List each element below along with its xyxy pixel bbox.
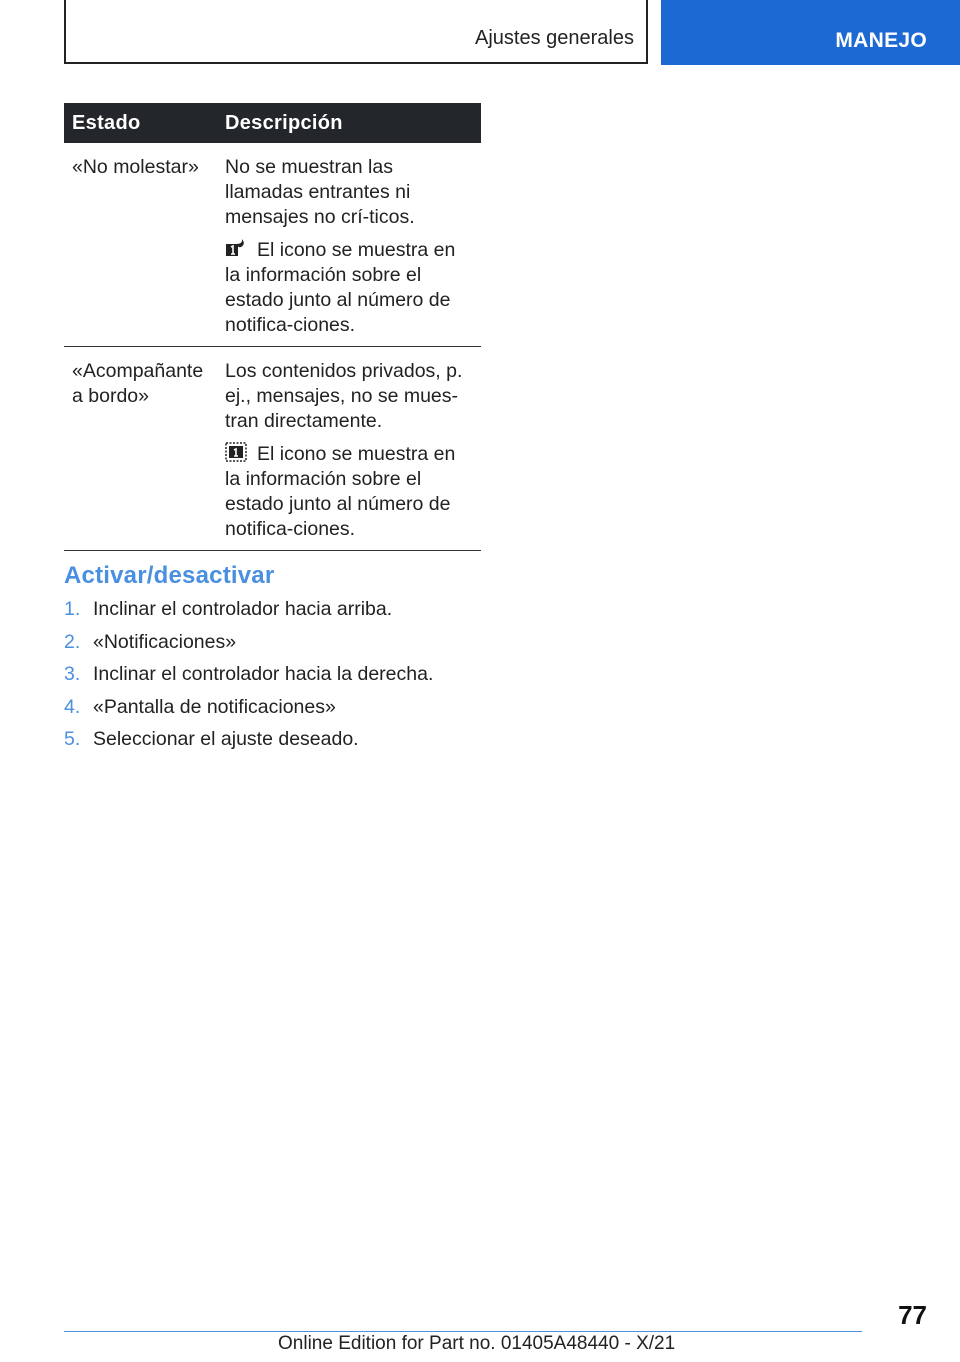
step-text: «Notificaciones» xyxy=(93,630,237,653)
icon-note-text: El icono se muestra en la información sobre el estado junto al número de notifica-ciones. xyxy=(225,239,456,336)
description-cell xyxy=(217,143,481,347)
description-text: Los contenidos privados, p. ej., mensajes, no se mues-tran directamente. xyxy=(225,360,463,432)
step-number: 5. xyxy=(64,728,81,750)
icon-note xyxy=(225,238,473,338)
status-table xyxy=(64,103,481,551)
table-header-row xyxy=(64,103,481,143)
icon-note-text: El icono se muestra en la información sobre el estado junto al número de notifica-ciones. xyxy=(225,443,456,540)
page-header xyxy=(0,0,960,66)
footer-divider xyxy=(64,1331,862,1332)
description-cell xyxy=(217,347,481,551)
step-text: Inclinar el controlador hacia la derecha. xyxy=(93,663,434,685)
step-text: Inclinar el controlador hacia arriba. xyxy=(93,598,393,620)
step-number: 1. xyxy=(64,598,81,620)
step-text: Seleccionar el ajuste deseado. xyxy=(93,728,359,750)
edition-text: Online Edition for Part no. 01405A48440 - X/21 xyxy=(278,1333,676,1354)
description-text: No se muestran las llamadas entrantes ni mensajes no crí-ticos. xyxy=(225,156,415,228)
state-cell: «Acompañante a bordo» xyxy=(64,347,217,551)
page-number: 77 xyxy=(898,1300,927,1330)
column-header-description: Descripción xyxy=(217,103,481,143)
table-row xyxy=(64,143,481,347)
column-header-state: Estado xyxy=(64,103,217,143)
step-text: «Pantalla de notificaciones» xyxy=(93,695,336,718)
section-title: Ajustes generales xyxy=(475,27,634,49)
step-number: 3. xyxy=(64,663,81,685)
header-section-box xyxy=(64,0,648,64)
passenger-on-board-icon xyxy=(225,442,247,462)
step-number: 2. xyxy=(64,630,81,653)
icon-note xyxy=(225,442,473,542)
section-heading: Activar/desactivar xyxy=(64,562,275,589)
state-cell: «No molestar» xyxy=(64,143,217,347)
step-number: 4. xyxy=(64,695,81,718)
chapter-title: MANEJO xyxy=(835,29,927,52)
table-row xyxy=(64,347,481,551)
chapter-tab xyxy=(661,0,960,65)
do-not-disturb-icon xyxy=(225,238,247,258)
